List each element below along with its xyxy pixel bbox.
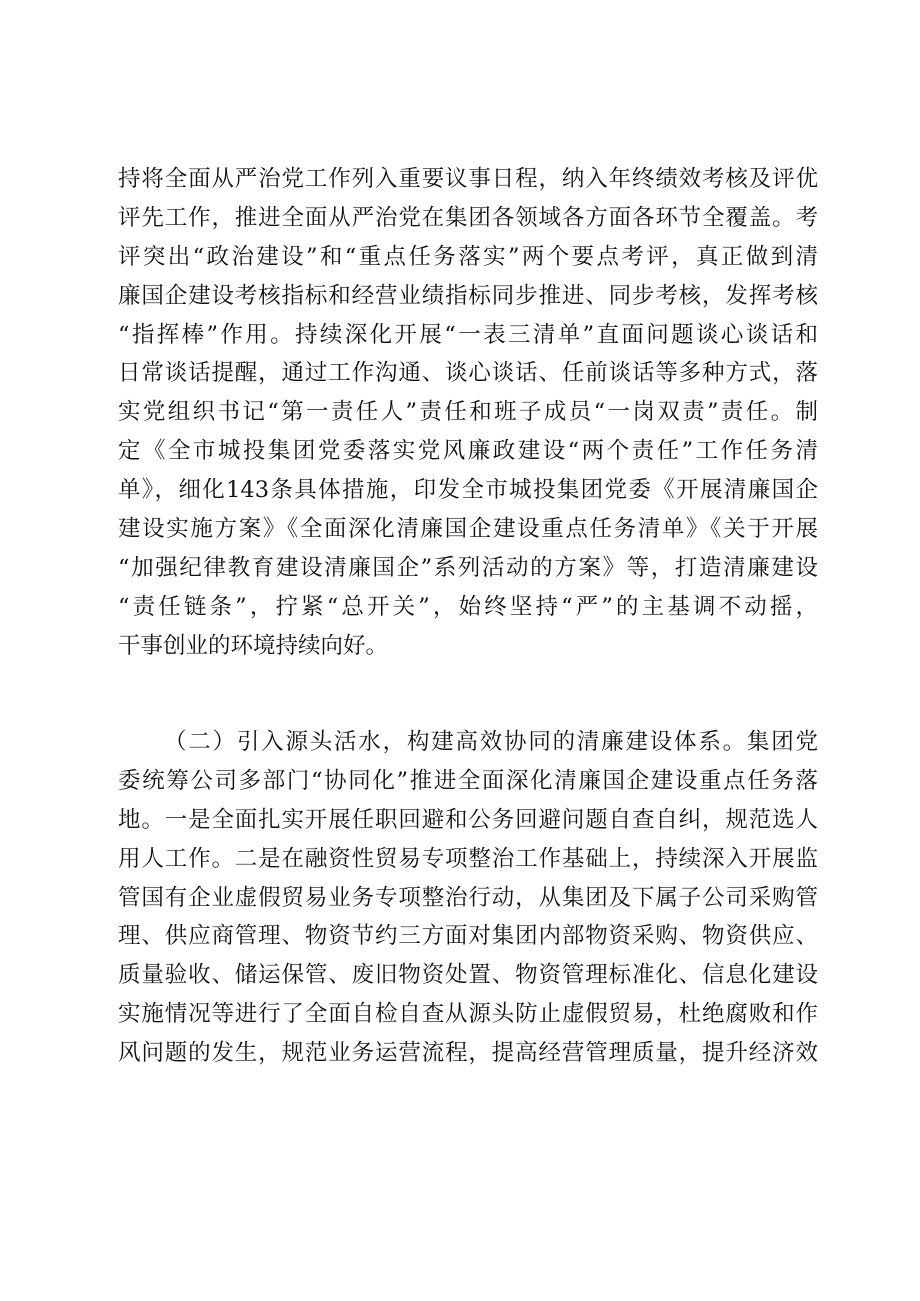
paragraph-1-line: “加强纪律教育建设清廉国企”系列活动的方案》等，打造清廉建设 [118, 554, 818, 581]
paragraph-1-line: 持将全面从严治党工作列入重要议事日程，纳入年终绩效考核及评优 [118, 166, 818, 192]
paragraph-2 [118, 723, 818, 1073]
paragraph-2-line: 用人工作。二是在融资性贸易专项整治工作基础上，持续深入开展监 [118, 845, 818, 872]
paragraph-1-line: 建设实施方案》《全面深化清廉国企建设重点任务清单》《关于开展 [118, 516, 818, 543]
paragraph-1 [118, 160, 818, 666]
paragraph-2-line: 管国有企业虚假贸易业务专项整治行动，从集团及下属子公司采购管 [118, 884, 818, 911]
paragraph-1-line: 实党组织书记“第一责任人”责任和班子成员“一岗双责”责任。制 [118, 399, 818, 426]
paragraph-2-line: 实施情况等进行了全面自检自查从源头防止虚假贸易，杜绝腐败和作 [118, 1001, 818, 1028]
paragraph-2-line: （二）引入源头活水，构建高效协同的清廉建设体系。集团党 [164, 729, 818, 755]
paragraph-1-line: 日常谈话提醒，通过工作沟通、谈心谈话、任前谈话等多种方式，落 [118, 360, 818, 387]
paragraph-1-line: 干事创业的环境持续向好。 [118, 632, 389, 659]
paragraph-1-line: 评突出“政治建设”和“重点任务落实”两个要点考评，真正做到清 [118, 243, 818, 270]
paragraph-2-line: 地。一是全面扎实开展任职回避和公务回避问题自查自纠，规范选人 [118, 806, 818, 833]
paragraph-2-line: 委统筹公司多部门“协同化”推进全面深化清廉国企建设重点任务落 [118, 767, 818, 794]
paragraph-2-line: 质量验收、储运保管、废旧物资处置、物资管理标准化、信息化建设 [118, 962, 818, 989]
paragraph-1-line: 单》，细化143条具体措施，印发全市城投集团党委《开展清廉国企 [118, 477, 818, 504]
paragraph-2-line: 理、供应商管理、物资节约三方面对集团内部物资采购、物资供应、 [118, 923, 818, 950]
paragraph-1-line: “责任链条”，拧紧“总开关”，始终坚持“严”的主基调不动摇， [118, 593, 818, 620]
paragraph-2-line: 风问题的发生，规范业务运营流程，提高经营管理质量，提升经济效 [118, 1040, 818, 1067]
paragraph-1-line: 廉国企建设考核指标和经营业绩指标同步推进、同步考核，发挥考核 [118, 282, 818, 309]
paragraph-1-line: 定《全市城投集团党委落实党风廉政建设“两个责任”工作任务清 [118, 438, 818, 465]
paragraph-1-line: 评先工作，推进全面从严治党在集团各领域各方面各环节全覆盖。考 [118, 204, 818, 231]
paragraph-1-line: “指挥棒”作用。持续深化开展“一表三清单”直面问题谈心谈话和 [118, 321, 818, 348]
